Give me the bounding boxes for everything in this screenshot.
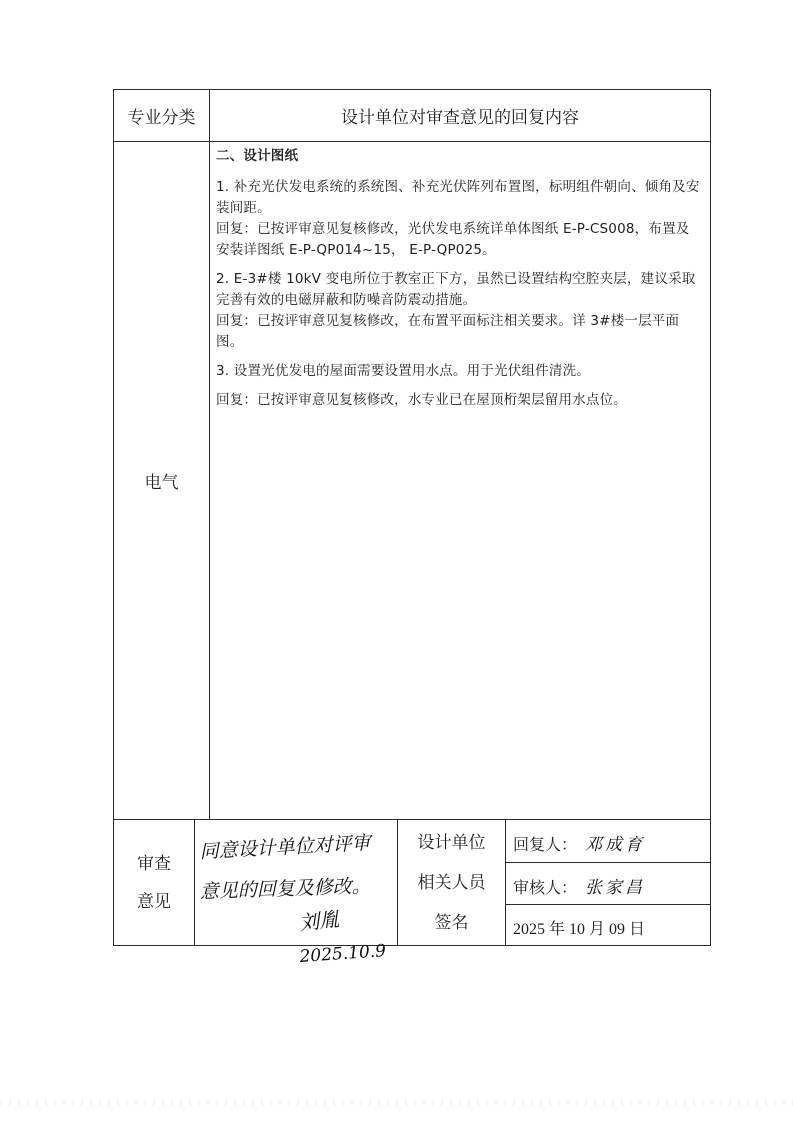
section-title: 二、设计图纸 (216, 148, 299, 164)
footer-label-divider (194, 819, 195, 946)
checker-label: 审核人： (513, 878, 578, 897)
replier-row (513, 830, 645, 855)
replier-label: 回复人： (513, 835, 578, 854)
header-content-cell (210, 90, 710, 141)
table-right-border (710, 89, 711, 946)
review-signature: 刘胤 (298, 906, 341, 935)
issue-1: 1. 补充光伏发电系统的系统图、补充光伏阵列布置图，标明组件朝向、倾角及安装间距。 (216, 179, 700, 216)
review-label-line1: 审查 (137, 853, 171, 874)
review-handwritten-line2: 意见的回复及修改。 (199, 875, 372, 903)
scan-edge-noise (0, 1100, 793, 1106)
review-date: 2025.10.9 (298, 941, 387, 967)
issue-2: 2. E-3#楼 10kV 变电所位于教室正下方，虽然已设置结构空腔夹层，建议采取完善有效的电磁屏蔽和防噪音防震动措施。 (216, 271, 696, 308)
category-cell (114, 142, 209, 819)
checker-name: 张家昌 (585, 878, 646, 898)
review-handwritten-opinion (196, 826, 396, 996)
header-content-label: 设计单位对审查意见的回复内容 (341, 108, 579, 128)
category-label: 电气 (144, 473, 179, 493)
reply-1: 回复：已按评审意见复核修改，光伏发电系统详单体图纸 E-P-CS008，布置及安装详图纸 E-P-QP014~15， E-P-QP025。 (216, 221, 690, 258)
review-opinion-label-cell (114, 820, 194, 945)
design-label-line1: 设计单位 (417, 832, 486, 853)
signature-date: 2025 年 10 月 09 日 (513, 921, 646, 938)
header-category-label: 专业分类 (127, 108, 196, 128)
footer-signature-row2 (505, 904, 711, 905)
reply-content (216, 144, 702, 411)
design-label-line3: 签名 (434, 912, 469, 933)
reply-2: 回复：已按评审意见复核修改，在布置平面标注相关要求。详 3#楼一层平面图。 (216, 313, 680, 350)
footer-signature-row1 (505, 862, 711, 863)
reply-3: 回复：已按评审意见复核修改，水专业已在屋顶桁架层留用水点位。 (216, 392, 627, 408)
review-handwritten-line1: 同意设计单位对评审 (199, 832, 372, 863)
replier-name: 邓成育 (585, 835, 646, 855)
issue-3: 3. 设置光优发电的屋面需要设置用水点。用于光伏组件清洗。 (216, 363, 590, 379)
review-label-line2: 意见 (137, 891, 171, 912)
checker-row (513, 873, 645, 898)
design-unit-label-cell (398, 820, 505, 945)
design-label-line2: 相关人员 (417, 872, 486, 893)
footer-design-divider-right (505, 819, 506, 946)
category-column-divider (209, 89, 210, 820)
header-category-cell (114, 90, 209, 141)
